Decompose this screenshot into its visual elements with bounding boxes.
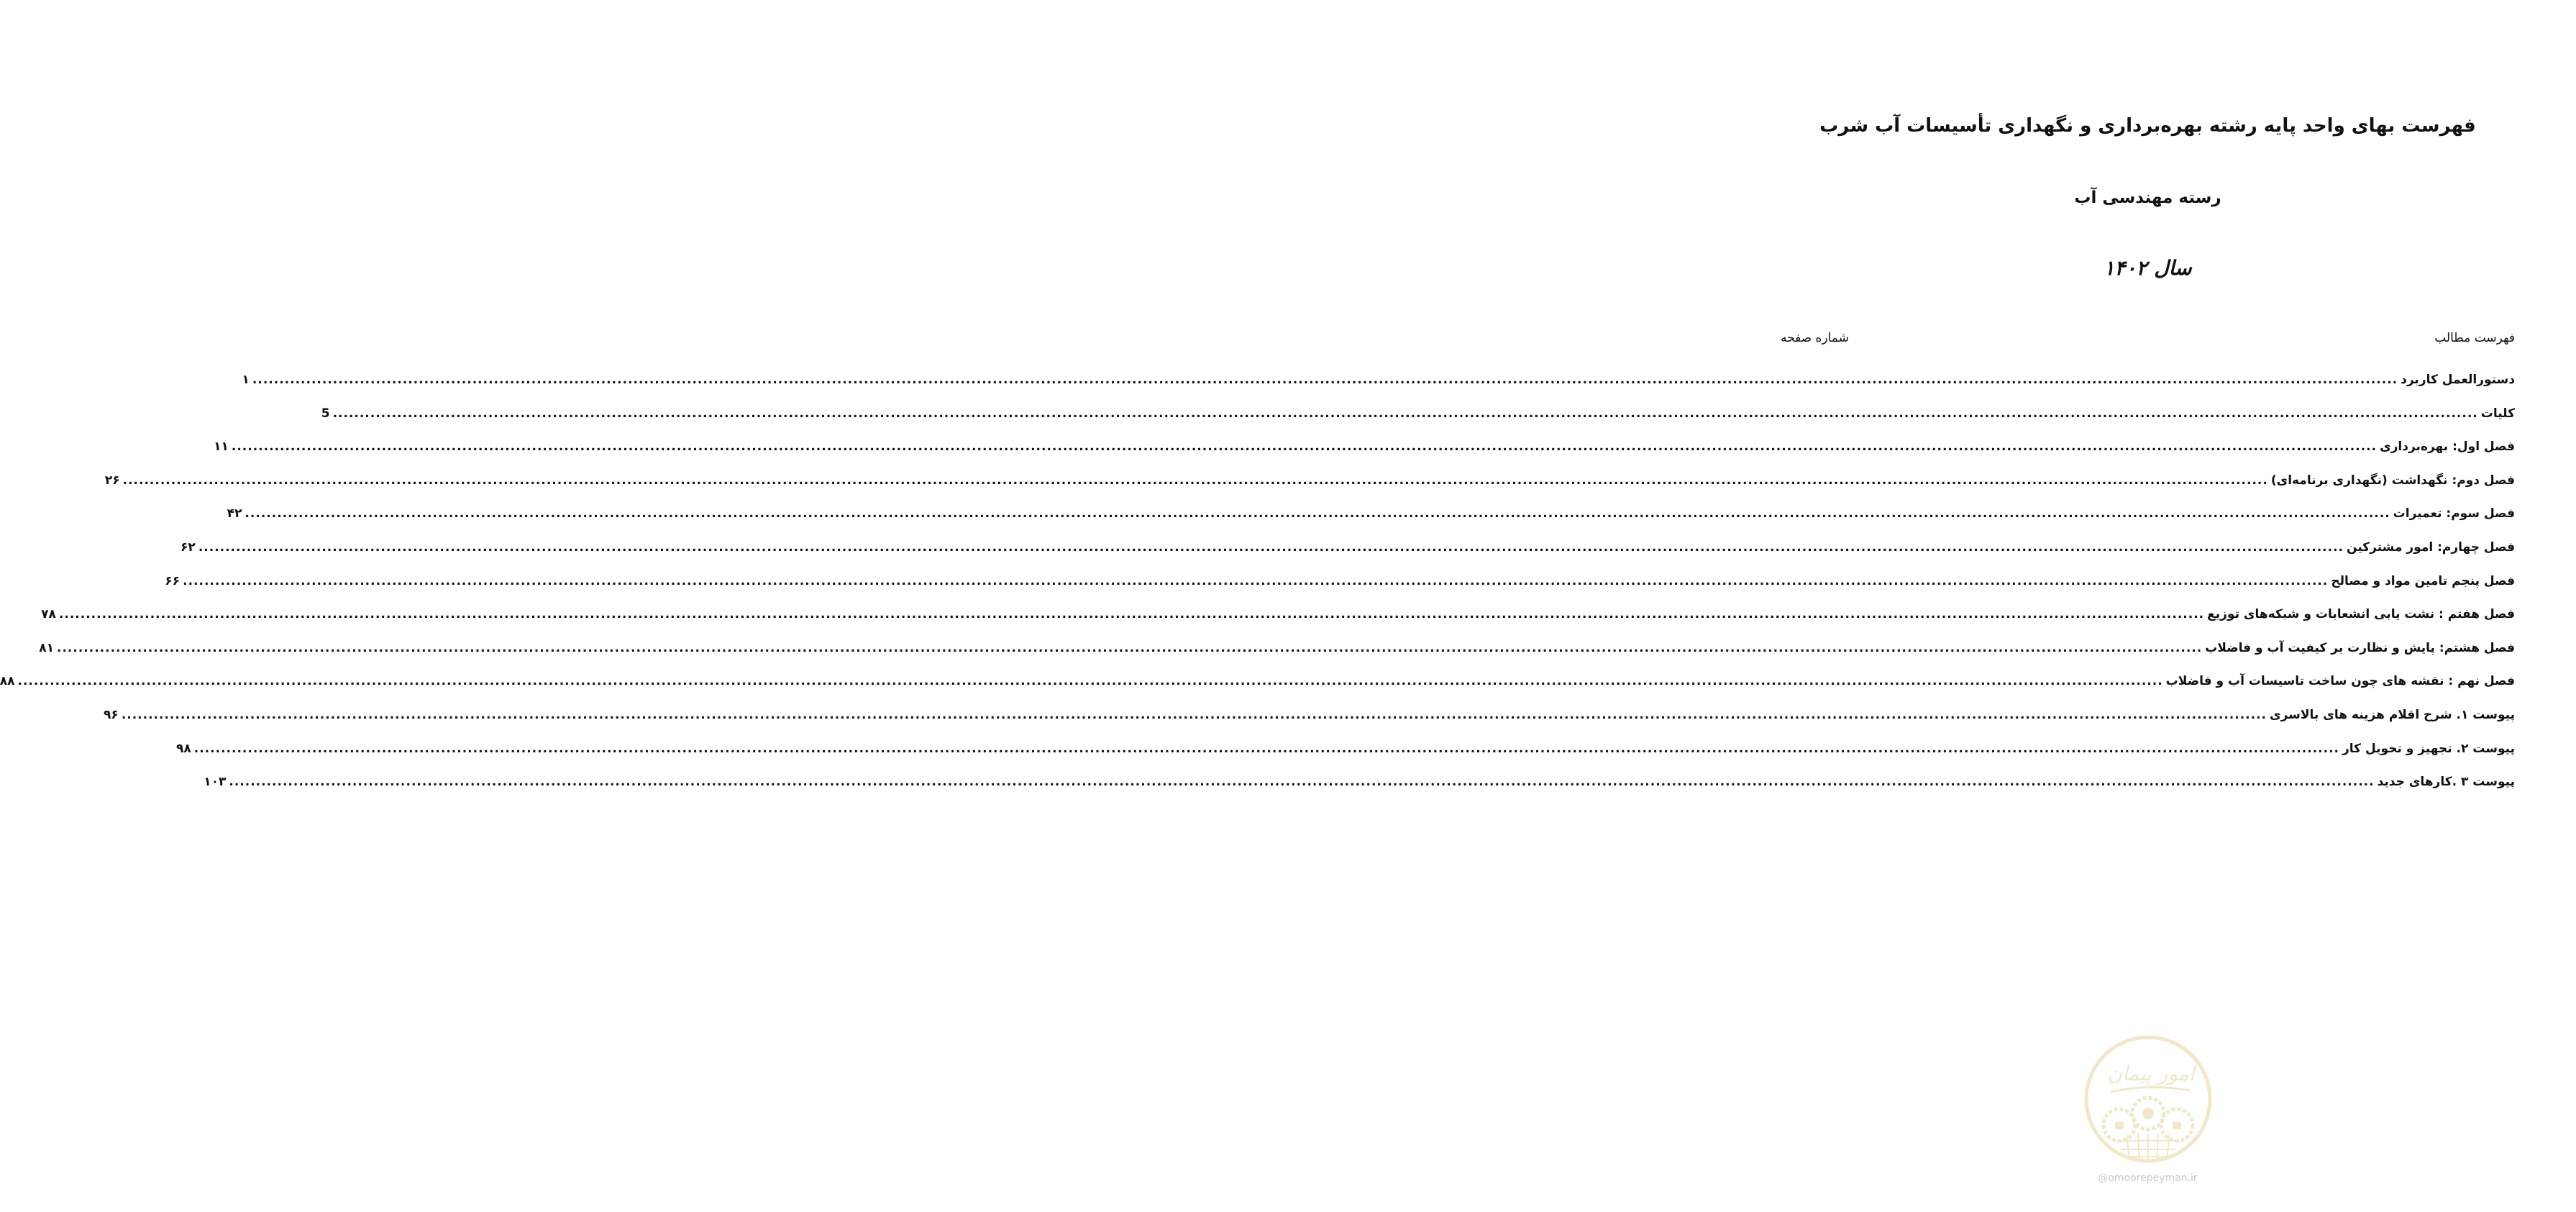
toc-item-page: ۸۸ bbox=[0, 674, 15, 689]
toc-leader-dots: ................................................................................................................................................................................................................................................................................................................................................................................................................ bbox=[122, 473, 2268, 488]
toc-item[interactable] bbox=[242, 373, 2515, 406]
toc-item-page: ۶۲ bbox=[181, 539, 196, 555]
toc-item-page: 5 bbox=[321, 406, 330, 421]
toc-leader-dots: ................................................................................................................................................................................................................................................................................................................................................................................................................ bbox=[252, 373, 2398, 387]
toc-item-label: فصل دوم: نگهداشت (نگهداری برنامه‌ای) bbox=[2270, 473, 2515, 488]
toc-item-label: پیوست ۱. شرح اقلام هزینه های بالاسری bbox=[2270, 707, 2515, 722]
toc-item-page: ۲۶ bbox=[104, 473, 120, 488]
toc-leader-dots: ................................................................................................................................................................................................................................................................................................................................................................................................................ bbox=[198, 539, 2344, 555]
toc-header: فهرست مطالب bbox=[2434, 331, 2515, 345]
toc-item-label: فصل اول: بهره‌برداری bbox=[2380, 439, 2515, 455]
toc-item-page: ۶۶ bbox=[165, 573, 181, 588]
toc-item-page: ۸۱ bbox=[39, 640, 54, 655]
toc-leader-dots: ................................................................................................................................................................................................................................................................................................................................................................................................................ bbox=[332, 406, 2478, 421]
table-of-contents bbox=[0, 373, 2515, 808]
toc-item-label: فصل هفتم : نشت یابی انشعابات و شبکه‌های توزیع bbox=[2207, 607, 2515, 622]
watermark-url: @omoorepeyman.ir bbox=[2098, 1172, 2198, 1184]
toc-item-label: فصل پنجم تامین مواد و مصالح bbox=[2331, 573, 2515, 588]
toc-item[interactable] bbox=[165, 573, 2515, 608]
toc-leader-dots: ................................................................................................................................................................................................................................................................................................................................................................................................................ bbox=[17, 674, 2163, 689]
toc-item-label: فصل سوم: تعمیرات bbox=[2393, 506, 2515, 521]
toc-item-label: پیوست ۳ .کارهای جدید bbox=[2377, 775, 2515, 790]
document-year: سال ۱۴۰۲ bbox=[2104, 256, 2192, 280]
toc-item[interactable] bbox=[41, 607, 2515, 641]
toc-leader-dots: ................................................................................................................................................................................................................................................................................................................................................................................................................ bbox=[58, 607, 2205, 622]
toc-item-label: فصل هشتم: پایش و نظارت بر کیفیت آب و فاضلاب bbox=[2205, 640, 2515, 655]
toc-item-label: کلیات bbox=[2480, 406, 2515, 421]
toc-item[interactable] bbox=[204, 775, 2515, 808]
toc-leader-dots: ................................................................................................................................................................................................................................................................................................................................................................................................................ bbox=[229, 775, 2375, 790]
toc-leader-dots: ................................................................................................................................................................................................................................................................................................................................................................................................................ bbox=[193, 741, 2339, 756]
toc-item-label: پیوست ۲. تجهیز و تحویل کار bbox=[2342, 741, 2515, 756]
toc-leader-dots: ................................................................................................................................................................................................................................................................................................................................................................................................................ bbox=[57, 640, 2203, 655]
omoorepeyman-logo-icon bbox=[2082, 1033, 2214, 1165]
toc-leader-dots: ................................................................................................................................................................................................................................................................................................................................................................................................................ bbox=[231, 439, 2378, 455]
page-number-header: شماره صفحه bbox=[1781, 331, 1849, 345]
toc-item-label: فصل نهم : نقشه های چون ساخت تاسیسات آب و فاضلاب bbox=[2165, 674, 2515, 689]
toc-item-page: ۹۸ bbox=[176, 741, 191, 756]
document-subtitle: رسته مهندسی آب bbox=[2074, 188, 2221, 207]
toc-item-label: دستورالعمل کاربرد bbox=[2401, 373, 2515, 387]
toc-item[interactable] bbox=[39, 640, 2515, 675]
toc-item[interactable] bbox=[0, 674, 2515, 708]
document-title: فهرست بهای واحد پایه رشته بهره‌برداری و نگهداری تأسیسات آب شرب bbox=[1819, 115, 2476, 137]
toc-item-page: ۴۲ bbox=[227, 506, 242, 521]
toc-item-page: ۱۰۳ bbox=[204, 775, 227, 790]
toc-item-page: ۹۶ bbox=[104, 707, 119, 722]
toc-item-page: ۷۸ bbox=[41, 607, 56, 622]
toc-item[interactable] bbox=[104, 473, 2515, 507]
toc-item[interactable] bbox=[181, 539, 2515, 574]
svg-text:امور پیمان: امور پیمان bbox=[2107, 1062, 2195, 1085]
toc-item[interactable] bbox=[104, 707, 2515, 742]
toc-leader-dots: ................................................................................................................................................................................................................................................................................................................................................................................................................ bbox=[245, 506, 2390, 521]
toc-item[interactable] bbox=[321, 406, 2515, 440]
toc-leader-dots: ................................................................................................................................................................................................................................................................................................................................................................................................................ bbox=[183, 573, 2329, 588]
toc-item-label: فصل چهارم: امور مشترکین bbox=[2347, 539, 2515, 555]
toc-leader-dots: ................................................................................................................................................................................................................................................................................................................................................................................................................ bbox=[121, 707, 2267, 722]
toc-item-page: ۱۱ bbox=[214, 439, 229, 455]
toc-item[interactable] bbox=[214, 439, 2515, 473]
toc-item-page: ۱ bbox=[242, 373, 250, 387]
toc-item[interactable] bbox=[227, 506, 2515, 540]
toc-item[interactable] bbox=[176, 741, 2515, 775]
